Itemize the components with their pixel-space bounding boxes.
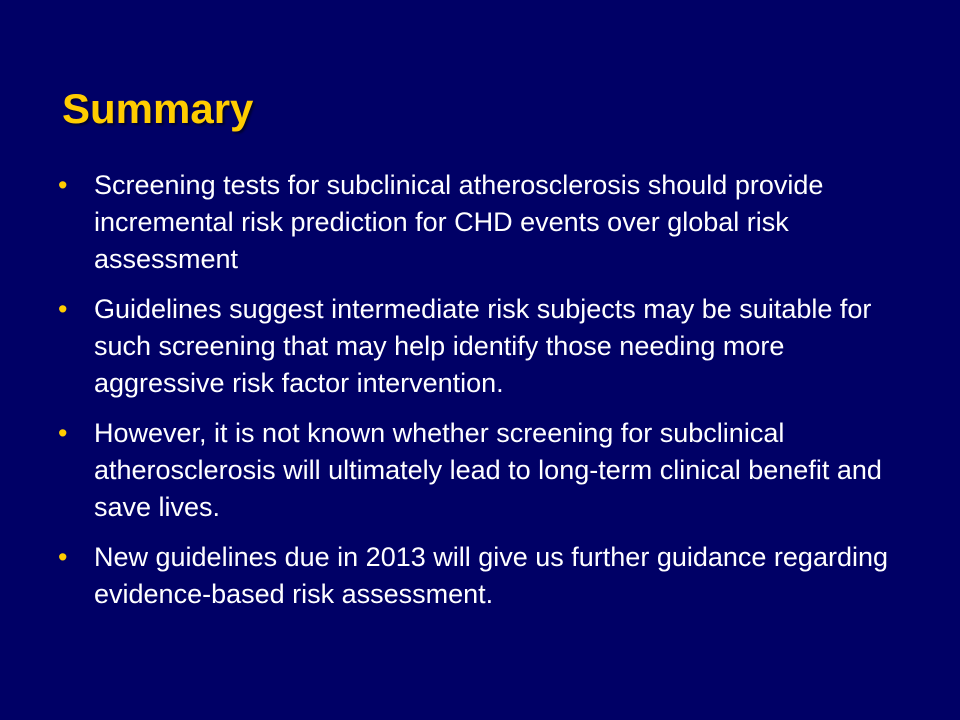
bullet-marker: • [58,418,68,448]
bullet-text: Guidelines suggest intermediate risk subjects may be suitable for such screening that may help identify those needing more aggressive risk factor intervention. [94,294,872,398]
bullet-marker: • [58,542,68,572]
bullet-marker: • [58,294,68,324]
bullet-text: However, it is not known whether screening for subclinical atherosclerosis will ultimately lead to long-term clinical benefit and save lives. [94,418,882,522]
bullet-item [58,415,908,526]
bullet-text: New guidelines due in 2013 will give us further guidance regarding evidence-based risk assessment. [94,542,888,609]
bullet-item [58,167,908,278]
bullet-item [58,291,908,402]
bullet-text: Screening tests for subclinical atherosclerosis should provide incremental risk prediction for CHD events over global risk assessment [94,170,824,274]
slide-title: Summary [62,85,254,132]
bullet-item [58,539,908,613]
bullet-marker: • [58,170,68,200]
bullet-list [58,167,908,626]
